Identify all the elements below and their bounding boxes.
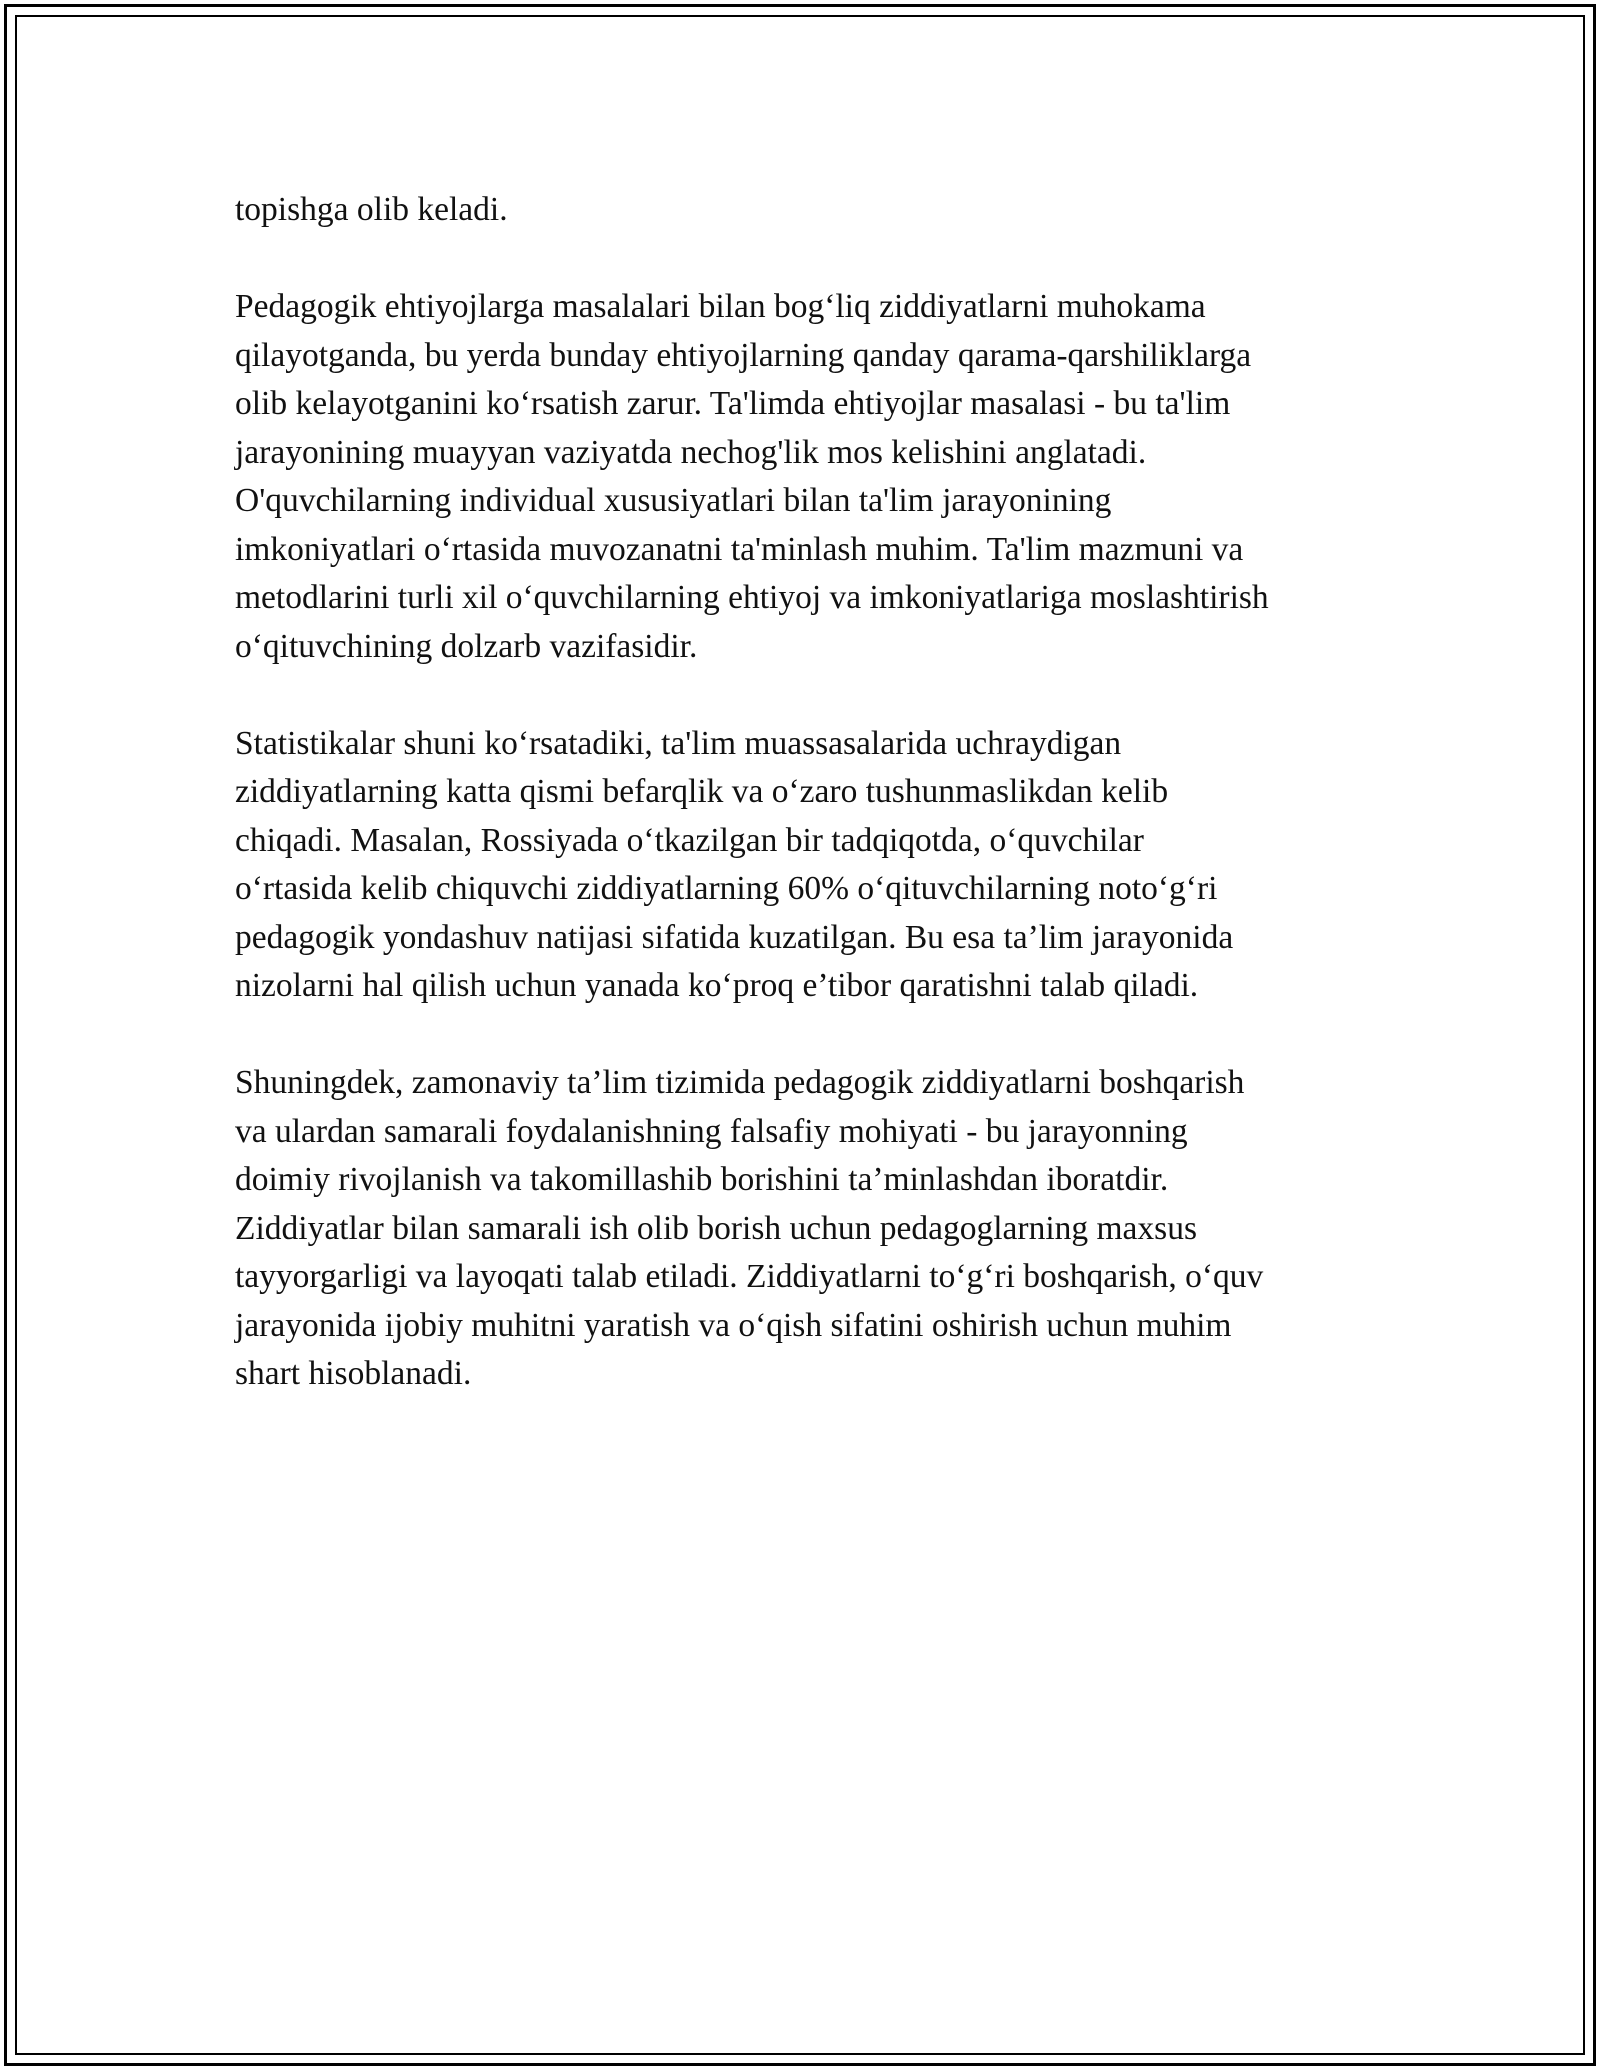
document-body	[235, 186, 1385, 1447]
paragraph-statistics: Statistikalar shuni ko‘rsatadiki, ta'lim muassasalarida uchraydigan ziddiyatlarning katta qismi befarqlik va o‘zaro tushunmaslikdan kelib chiqadi. Masalan, Rossiyada o‘tkazilgan bir tadqiqotda, o‘quvchilar o‘rtasida kelib chiquvchi ziddiyatlarning 60% o‘qituvchilarning noto‘g‘ri pedagogik yondashuv natijasi sifatida kuzatilgan. Bu esa ta’lim jarayonida nizolarni hal qilish uchun yanada ko‘proq e’tibor qaratishni talab qiladi.	[235, 724, 1234, 1004]
paragraph-pedagogical-needs: Pedagogik ehtiyojlarga masalalari bilan bog‘liq ziddiyatlarni muhokama qilayotganda, bu yerda bunday ehtiyojlarning qanday qarama-qarshiliklarga olib kelayotganini ko‘rsatish zarur. Ta'limda ehtiyojlar masalasi - bu ta'lim jarayonining muayyan vaziyatda nechog'lik mos kelishini anglatadi. O'quvchilarning individual xususiyatlari bilan ta'lim jarayonining imkoniyatlari o‘rtasida muvozanatni ta'minlash muhim. Ta'lim mazmuni va metodlarini turli xil o‘quvchilarning ehtiyoj va imkoniyatlariga moslashtirish o‘qituvchining dolzarb vazifasidir.	[235, 288, 1269, 665]
paragraph-conflict-management: Shuningdek, zamonaviy ta’lim tizimida pedagogik ziddiyatlarni boshqarish va ulardan samarali foydalanishning falsafiy mohiyati - bu jarayonning doimiy rivojlanish va takomillashib borishini ta’minlashdan iboratdir. Ziddiyatlar bilan samarali ish olib borish uchun pedagoglarning maxsus tayyorgarligi va layoqati talab etiladi. Ziddiyatlarni to‘g‘ri boshqarish, o‘quv jarayonida ijobiy muhitni yaratish va o‘qish sifatini oshirish uchun muhim shart hisoblanadi.	[235, 1064, 1264, 1392]
paragraph-continuation: topishga olib keladi.	[235, 191, 508, 228]
